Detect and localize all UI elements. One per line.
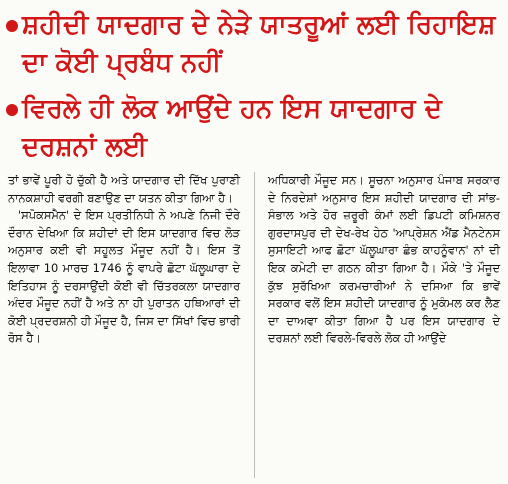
headline-2-text: ਵਿਰਲੇ ਹੀ ਲੋਕ ਆਉਂਦੇ ਹਨ ਇਸ ਯਾਦਗਾਰ ਦੇ ਦਰਸ਼ਨਾਂ ਲਈ [22, 94, 442, 162]
column-divider [254, 172, 255, 478]
article-column-left [8, 172, 240, 348]
headline-2 [6, 90, 502, 166]
article-column-right [268, 172, 500, 348]
paragraph: 'ਸਪੋਕਸਮੈਨ' ਦੇ ਇਸ ਪ੍ਰਤੀਨਿਧੀ ਨੇ ਅਪਣੇ ਨਿਜੀ ਦੌਰੇ ਦੌਰਾਨ ਦੇਖਿਆ ਕਿ ਸ਼ਹੀਦਾਂ ਦੀ ਇਸ ਯਾਦਗਾਰ ਵਿਚ ਲੋੜ ਅਨੁਸਾਰ ਕਈ ਵੀ ਸਹੂਲਤ ਮੌਜੂਦ ਨਹੀਂ ਹੈ। ਇਸ ਤੋਂ ਇਲਾਵਾ 10 ਮਾਰਚ 1746 ਨੂੰ ਵਾਪਰੇ ਛੋਟਾ ਘੱਲੂਘਾਰਾ ਦੇ ਇਤਿਹਾਸ ਨੂੰ ਦਰਸਾਉਂਦੀ ਕੋਈ ਵੀ ਚਿੱਤਰਕਲਾ ਯਾਦਗਾਰ ਅੰਦਰ ਮੌਜੂਦ ਨਹੀਂ ਹੈ ਅਤੇ ਨਾ ਹੀ ਪੁਰਾਤਨ ਹਥਿਆਰਾਂ ਦੀ ਕੋਈ ਪ੍ਰਦਰਸ਼ਨੀ ਹੀ ਮੌਜੂਦ ਹੈ, ਜਿਸ ਦਾ ਸਿੱਖਾਂ ਵਿਚ ਭਾਰੀ ਰੋਸ ਹੈ। [8, 208, 240, 346]
bullet-icon [6, 104, 18, 116]
headline-1-text: ਸ਼ਹੀਦੀ ਯਾਦਗਾਰ ਦੇ ਨੇੜੇ ਯਾਤਰੂਆਂ ਲਈ ਰਿਹਾਇਸ਼ ਦਾ ਕੋਈ ਪ੍ਰਬੰਧ ਨਹੀਂ [22, 10, 496, 78]
headline-1 [6, 6, 502, 82]
bullet-icon [6, 20, 18, 32]
paragraph: ਅਧਿਕਾਰੀ ਮੌਜੂਦ ਸਨ। ਸੂਚਨਾ ਅਨੁਸਾਰ ਪੰਜਾਬ ਸਰਕਾਰ ਦੇ ਨਿਰਦੇਸ਼ਾਂ ਅਨੁਸਾਰ ਇਸ ਸ਼ਹੀਦੀ ਯਾਦਗਾਰ ਦੀ ਸਾਂਭ-ਸੰਭਾਲ ਅਤੇ ਹੋਰ ਜ਼ਰੂਰੀ ਕੰਮਾਂ ਲਈ ਡਿਪਟੀ ਕਮਿਸ਼ਨਰ ਗੁਰਦਾਸਪੁਰ ਦੀ ਦੇਖ-ਰੇਖ ਹੇਠ 'ਆਪ੍ਰੇਸ਼ਨ ਐਂਡ ਮੈਨਟੇਨਸ ਸੁਸਾਇਟੀ ਆਫ ਛੋਟਾ ਘੱਲੂਘਾਰਾ ਛੰਭ ਕਾਹਨੂੰਵਾਨ' ਨਾਂ ਦੀ ਇਕ ਕਮੇਟੀ ਦਾ ਗਠਨ ਕੀਤਾ ਗਿਆ ਹੈ। ਮੌਕੇ 'ਤੇ ਮੌਜੂਦ ਕੁੱਝ ਸੁਰੱਖਿਆ ਕਰਮਚਾਰੀਆਂ ਨੇ ਦਸਿਆ ਕਿ ਭਾਵੇਂ ਸਰਕਾਰ ਵਲੋਂ ਇਸ ਸ਼ਹੀਦੀ ਯਾਦਗਾਰ ਨੂੰ ਮੁਕੰਮਲ ਕਰ ਲੈਣ ਦਾ ਦਾਅਵਾ ਕੀਤਾ ਗਿਆ ਹੈ ਪਰ ਇਸ ਯਾਦਗਾਰ ਦੇ ਦਰਸ਼ਨਾਂ ਲਈ ਵਿਰਲੇ-ਵਿਰਲੇ ਲੋਕ ਹੀ ਆਉਂਦੇ [268, 173, 500, 346]
headline-block [6, 6, 502, 166]
paragraph: ਤਾਂ ਭਾਵੇਂ ਪੂਰੀ ਹੋ ਚੁੱਕੀ ਹੈ ਅਤੇ ਯਾਦਗਾਰ ਦੀ ਦਿੱਖ ਪੁਰਾਣੀ ਨਾਨਕਸ਼ਾਹੀ ਵਰਗੀ ਬਣਾਉਣ ਦਾ ਯਤਨ ਕੀਤਾ ਗਿਆ ਹੈ। [8, 173, 240, 205]
